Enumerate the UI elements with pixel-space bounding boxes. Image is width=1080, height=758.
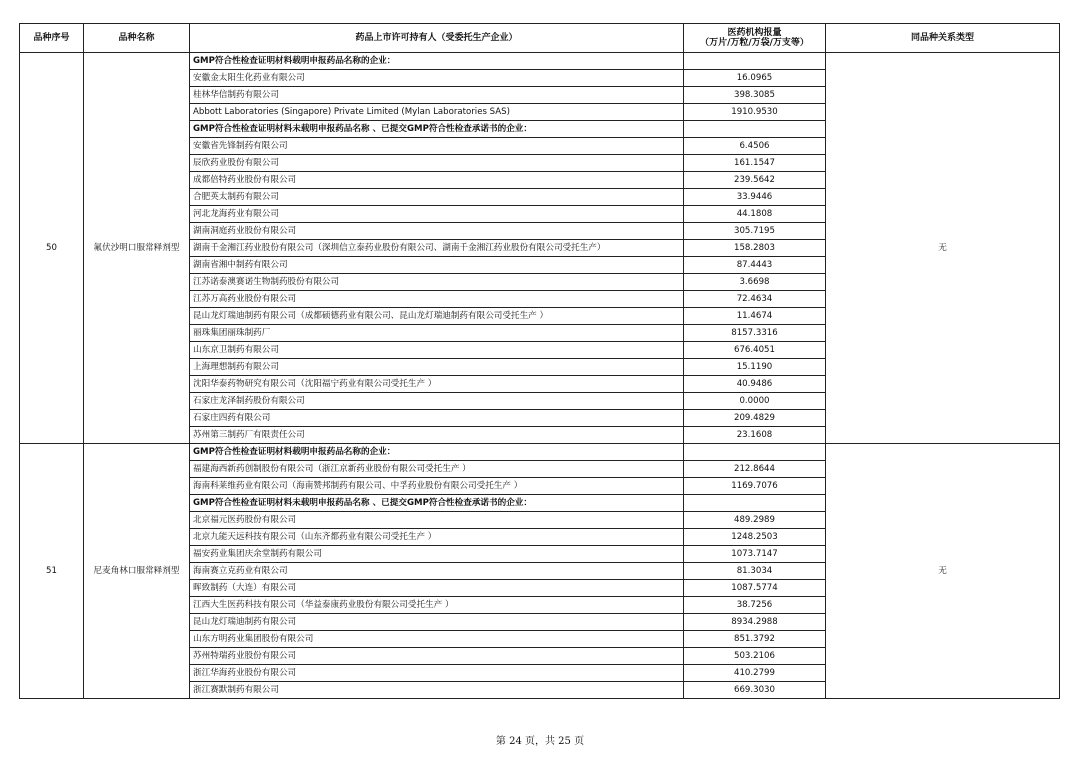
holder-name: 山东方明药业集团股份有限公司 [190, 631, 684, 648]
holder-name: 海南科莱维药业有限公司（海南赞邦制药有限公司、中孚药业股份有限公司受托生产 ） [190, 478, 684, 495]
reported-quantity: 1248.2503 [684, 529, 826, 546]
reported-quantity: 851.3792 [684, 631, 826, 648]
variety-name: 尼麦角林口服常释剂型 [84, 444, 190, 699]
holder-name: 晖致制药（大连）有限公司 [190, 580, 684, 597]
reported-quantity: 87.4443 [684, 257, 826, 274]
reported-quantity: 81.3034 [684, 563, 826, 580]
reported-quantity: 239.5642 [684, 172, 826, 189]
section-label: GMP符合性检查证明材料载明申报药品名称的企业： [190, 53, 684, 70]
reported-quantity: 1073.7147 [684, 546, 826, 563]
header-seq: 品种序号 [20, 24, 84, 53]
section-label: GMP符合性检查证明材料载明申报药品名称的企业： [190, 444, 684, 461]
holder-name: Abbott Laboratories (Singapore) Private Limited (Mylan Laboratories SAS) [190, 104, 684, 121]
holder-name: 北京九能天远科技有限公司（山东齐都药业有限公司受托生产 ） [190, 529, 684, 546]
holder-name: 昆山龙灯瑞迪制药有限公司 [190, 614, 684, 631]
holder-name: 合肥英太制药有限公司 [190, 189, 684, 206]
holder-name: 福建海西新药创制股份有限公司（浙江京新药业股份有限公司受托生产 ） [190, 461, 684, 478]
holder-name: 江西大生医药科技有限公司（华益泰康药业股份有限公司受托生产 ） [190, 597, 684, 614]
reported-quantity: 410.2799 [684, 665, 826, 682]
header-holder: 药品上市许可持有人（受委托生产企业） [190, 24, 684, 53]
reported-quantity: 33.9446 [684, 189, 826, 206]
reported-quantity: 209.4829 [684, 410, 826, 427]
reported-quantity: 3.6698 [684, 274, 826, 291]
holder-name: 福安药业集团庆余堂制药有限公司 [190, 546, 684, 563]
holder-name: 昆山龙灯瑞迪制药有限公司（成都硕德药业有限公司、昆山龙灯瑞迪制药有限公司受托生产 ） [190, 308, 684, 325]
reported-quantity: 16.0965 [684, 70, 826, 87]
holder-name: 浙江赛默制药有限公司 [190, 682, 684, 699]
reported-quantity: 38.7256 [684, 597, 826, 614]
page-footer: 第 24 页，共 25 页 [495, 736, 585, 747]
header-relation: 同品种关系类型 [826, 24, 1060, 53]
reported-quantity: 158.2803 [684, 240, 826, 257]
drug-table [19, 23, 1060, 699]
reported-quantity: 503.2106 [684, 648, 826, 665]
holder-name: 上海理想制药有限公司 [190, 359, 684, 376]
holder-name: 成都倍特药业股份有限公司 [190, 172, 684, 189]
relation-type: 无 [826, 444, 1060, 699]
reported-quantity: 44.1808 [684, 206, 826, 223]
holder-name: 石家庄四药有限公司 [190, 410, 684, 427]
holder-name: 桂林华信制药有限公司 [190, 87, 684, 104]
variety-seq: 50 [20, 53, 84, 444]
section-label: GMP符合性检查证明材料未载明申报药品名称 、已提交GMP符合性检查承诺书的企业： [190, 121, 684, 138]
reported-quantity: 669.3030 [684, 682, 826, 699]
header-name: 品种名称 [84, 24, 190, 53]
reported-quantity: 489.2989 [684, 512, 826, 529]
reported-quantity: 72.4634 [684, 291, 826, 308]
section-row [20, 53, 1060, 70]
reported-quantity: 6.4506 [684, 138, 826, 155]
reported-quantity: 1169.7076 [684, 478, 826, 495]
holder-name: 沈阳华泰药物研究有限公司（沈阳福宁药业有限公司受托生产 ） [190, 376, 684, 393]
holder-name: 河北龙海药业有限公司 [190, 206, 684, 223]
reported-quantity: 305.7195 [684, 223, 826, 240]
header-qty-line2: （万片/万粒/万袋/万支等） [700, 38, 809, 48]
holder-name: 江苏诺泰澳赛诺生物制药股份有限公司 [190, 274, 684, 291]
holder-name: 苏州特瑞药业股份有限公司 [190, 648, 684, 665]
reported-quantity: 0.0000 [684, 393, 826, 410]
reported-quantity [684, 53, 826, 70]
reported-quantity: 15.1190 [684, 359, 826, 376]
reported-quantity [684, 121, 826, 138]
holder-name: 辰欣药业股份有限公司 [190, 155, 684, 172]
holder-name: 江苏万高药业股份有限公司 [190, 291, 684, 308]
holder-name: 石家庄龙泽制药股份有限公司 [190, 393, 684, 410]
holder-name: 丽珠集团丽珠制药厂 [190, 325, 684, 342]
reported-quantity: 23.1608 [684, 427, 826, 444]
header-row [20, 24, 1060, 53]
reported-quantity: 8934.2988 [684, 614, 826, 631]
reported-quantity [684, 495, 826, 512]
holder-name: 湖南省湘中制药有限公司 [190, 257, 684, 274]
section-row [20, 444, 1060, 461]
holder-name: 海南赛立克药业有限公司 [190, 563, 684, 580]
header-qty-line1: 医药机构报量 [727, 28, 782, 38]
reported-quantity: 8157.3316 [684, 325, 826, 342]
reported-quantity: 1910.9530 [684, 104, 826, 121]
holder-name: 安徽省先锋制药有限公司 [190, 138, 684, 155]
reported-quantity: 161.1547 [684, 155, 826, 172]
reported-quantity: 1087.5774 [684, 580, 826, 597]
reported-quantity [684, 444, 826, 461]
holder-name: 苏州第三制药厂有限责任公司 [190, 427, 684, 444]
table-body [20, 53, 1060, 699]
section-label: GMP符合性检查证明材料未载明申报药品名称 、已提交GMP符合性检查承诺书的企业： [190, 495, 684, 512]
reported-quantity: 676.4051 [684, 342, 826, 359]
holder-name: 浙江华海药业股份有限公司 [190, 665, 684, 682]
reported-quantity: 40.9486 [684, 376, 826, 393]
reported-quantity: 11.4674 [684, 308, 826, 325]
reported-quantity: 398.3085 [684, 87, 826, 104]
holder-name: 湖南千金湘江药业股份有限公司（深圳信立泰药业股份有限公司、湖南千金湘江药业股份有限公司受托生产） [190, 240, 684, 257]
holder-name: 安徽金太阳生化药业有限公司 [190, 70, 684, 87]
variety-name: 氟伏沙明口服常释剂型 [84, 53, 190, 444]
holder-name: 湖南洞庭药业股份有限公司 [190, 223, 684, 240]
header-qty [684, 24, 826, 53]
relation-type: 无 [826, 53, 1060, 444]
reported-quantity: 212.8644 [684, 461, 826, 478]
holder-name: 北京福元医药股份有限公司 [190, 512, 684, 529]
holder-name: 山东京卫制药有限公司 [190, 342, 684, 359]
variety-seq: 51 [20, 444, 84, 699]
